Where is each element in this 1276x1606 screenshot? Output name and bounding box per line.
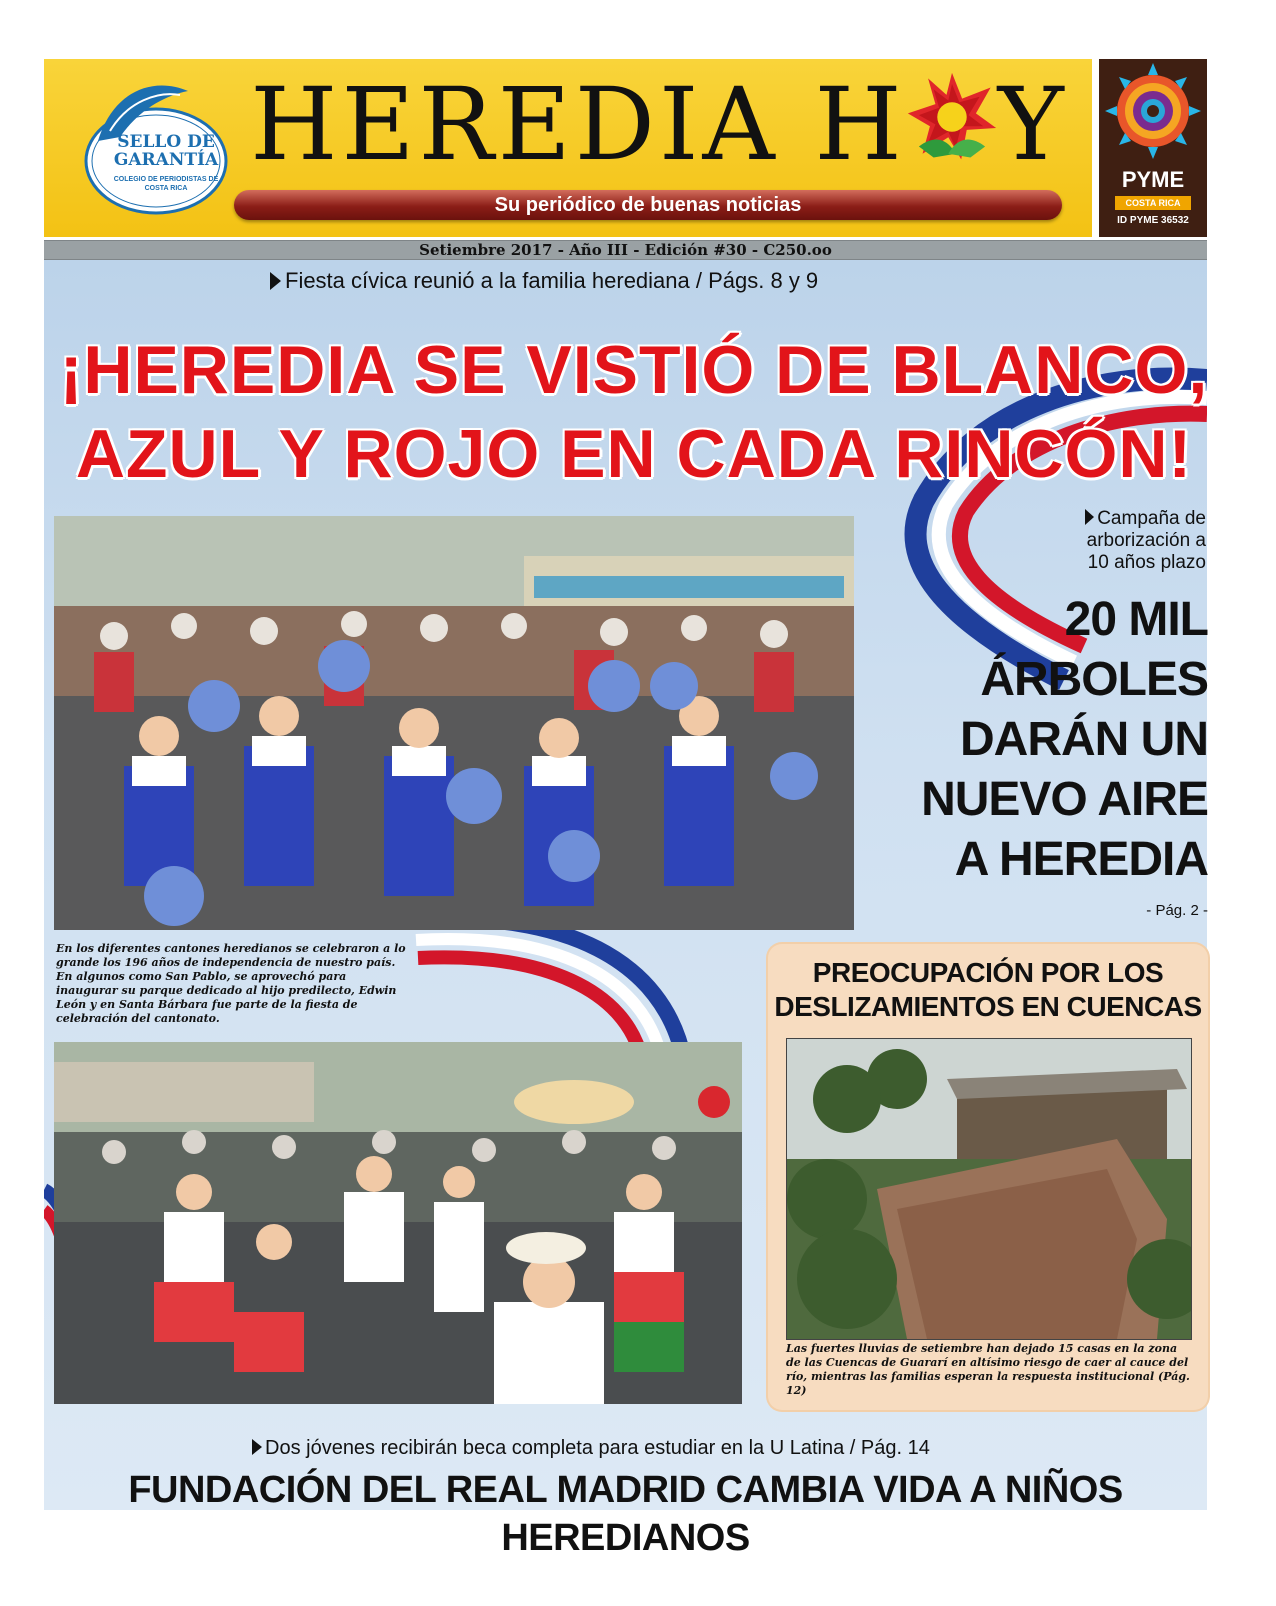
side-headline-line1: 20 MIL xyxy=(1064,593,1208,646)
masthead xyxy=(44,59,1092,237)
landslide-photo[interactable] xyxy=(786,1038,1192,1340)
bullet-triangle-icon xyxy=(1085,509,1094,525)
tagline: Su periódico de buenas noticias xyxy=(494,194,802,216)
lead-photo-caption: En los diferentes cantones heredianos se celebraron a lo grande los 196 años de independencia de nuestro país. En algunos como San Pablo, se aprovechó para inaugurar su parque dedicado al hijo predilecto, Edwin León y en Santa Bárbara fue parte de la fiesta de celebración del cantonato. xyxy=(56,942,406,1025)
pyme-country: COSTA RICA xyxy=(1115,196,1191,210)
bottom-kicker[interactable] xyxy=(252,1436,930,1460)
box-title-line1: PREOCUPACIÓN POR LOS xyxy=(812,957,1164,988)
parade-photo[interactable] xyxy=(54,516,854,930)
lead-kicker-text: Fiesta cívica reunió a la familia herediana / Págs. 8 y 9 xyxy=(285,268,819,293)
lead-headline-line1: ¡HEREDIA SE VISTIÓ DE BLANCO, xyxy=(59,332,1209,408)
pyme-word: PYME xyxy=(1121,167,1185,192)
title-right: Y xyxy=(997,66,1068,183)
pyme-sun-icon xyxy=(1099,59,1207,167)
pyme-id: ID PYME 36532 xyxy=(1117,215,1189,226)
side-kicker[interactable] xyxy=(1056,508,1206,574)
side-headline-line2: ÁRBOLES xyxy=(980,653,1208,706)
side-headline[interactable] xyxy=(856,590,1208,890)
traditional-dress-photo[interactable] xyxy=(54,1042,742,1404)
tagline-bar xyxy=(234,190,1062,220)
edition-bar xyxy=(44,240,1207,260)
side-kicker-line1: Campaña de xyxy=(1097,508,1206,529)
side-headline-line4: NUEVO AIRE xyxy=(921,773,1208,826)
lead-headline[interactable] xyxy=(54,328,1214,496)
lead-kicker[interactable] xyxy=(270,268,818,294)
title-left: HEREDIA H xyxy=(250,66,906,183)
bottom-kicker-text: Dos jóvenes recibirán beca completa para estudiar en la U Latina / Pág. 14 xyxy=(265,1437,930,1459)
seal-title: SELLO DE GARANTÍA xyxy=(113,132,219,170)
box-caption: Las fuertes lluvias de setiembre han dejado 15 casas en la zona de las Cuencas de Guararí en altísimo riesgo de caer al cauce del río, mientras las familias esperan la respuesta institucional (Pág. 12) xyxy=(786,1342,1190,1397)
front-page-panel xyxy=(44,260,1209,1559)
bullet-triangle-icon xyxy=(252,1439,262,1455)
side-kicker-line2: arborización a xyxy=(1086,530,1206,551)
side-kicker-line3: 10 años plazo xyxy=(1087,552,1206,573)
bottom-headline[interactable]: FUNDACIÓN DEL REAL MADRID CAMBIA VIDA A NIÑOS HEREDIANOS xyxy=(128,1469,1123,1559)
side-headline-line3: DARÁN UN xyxy=(960,713,1208,766)
seal-subtitle: COLEGIO DE PERIODISTAS DE COSTA RICA xyxy=(113,176,219,192)
box-title xyxy=(768,956,1208,1024)
star-logo-icon xyxy=(906,71,998,163)
lead-headline-line2: AZUL Y ROJO EN CADA RINCÓN! xyxy=(75,416,1193,492)
landslide-story-box[interactable] xyxy=(768,944,1208,1410)
press-seal-logo xyxy=(58,71,228,221)
newspaper-title[interactable] xyxy=(234,65,1084,185)
side-headline-line5: A HEREDIA xyxy=(954,833,1208,886)
box-title-line2: DESLIZAMIENTOS EN CUENCAS xyxy=(774,991,1202,1022)
side-page-ref: - Pág. 2 - xyxy=(1146,902,1208,919)
pyme-badge xyxy=(1099,59,1207,237)
bullet-triangle-icon xyxy=(270,272,281,290)
edition-info: Setiembre 2017 - Año III - Edición #30 - C250.oo xyxy=(419,241,832,259)
